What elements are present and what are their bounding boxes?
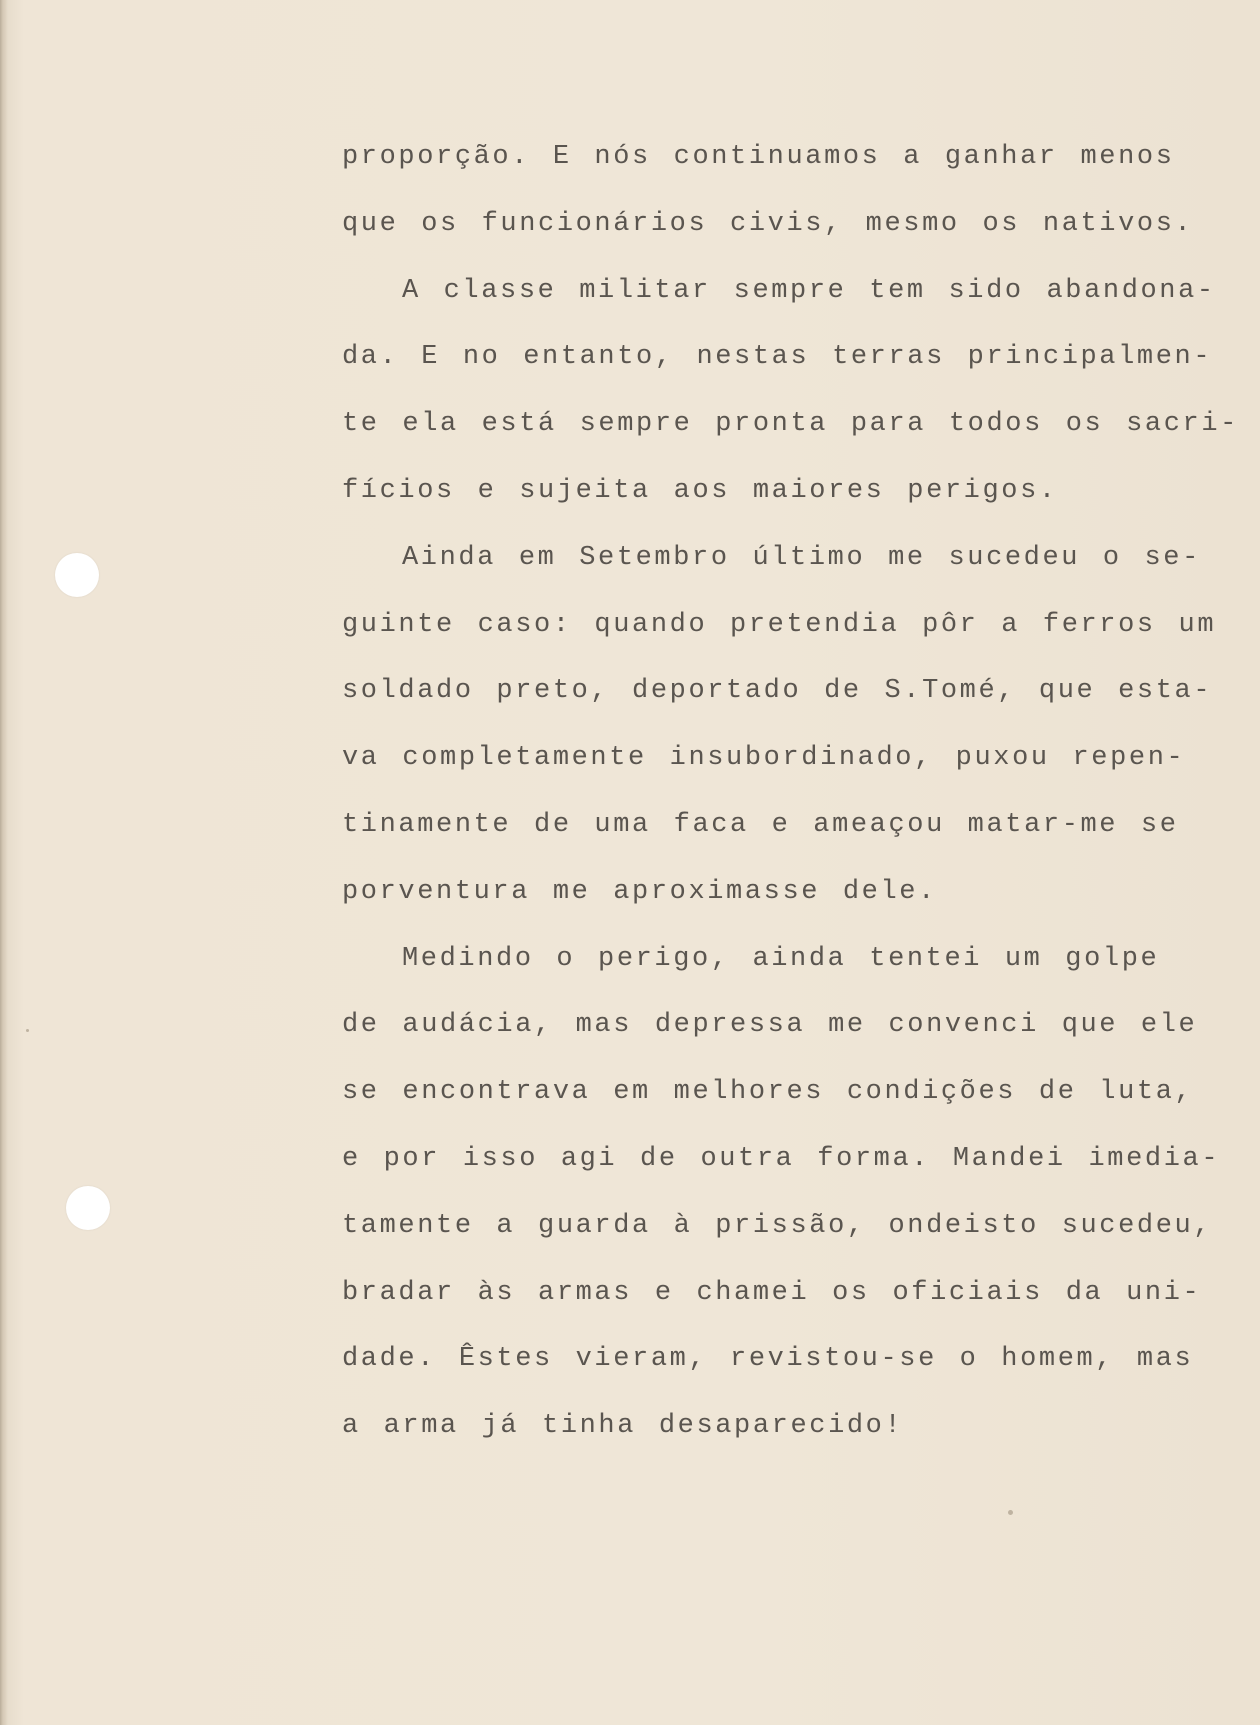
paragraph-first-line: Ainda em Setembro último me sucedeu o se- bbox=[402, 542, 1201, 573]
text-line: guinte caso: quando pretendia pôr a ferros um bbox=[342, 609, 1217, 640]
text-line: porventura me aproximasse dele. bbox=[342, 876, 937, 907]
text-line: proporção. E nós continuamos a ganhar menos bbox=[342, 142, 1175, 172]
text-line: a arma já tinha desaparecido! bbox=[342, 1411, 904, 1442]
text-line: bradar às armas e chamei os oficiais da uni- bbox=[342, 1277, 1202, 1308]
text-line: tinamente de uma faca e ameaçou matar-me se bbox=[342, 809, 1179, 840]
paper-speck bbox=[1008, 1510, 1013, 1515]
text-line: dade. Êstes vieram, revistou-se o homem, mas bbox=[342, 1344, 1194, 1375]
text-line: te ela está sempre pronta para todos os sacri- bbox=[342, 409, 1239, 440]
text-line: va completamente insubordinado, puxou repen- bbox=[342, 743, 1186, 774]
text-line: tamente a guarda à prissão, ondeisto sucedeu, bbox=[342, 1210, 1213, 1241]
text-line: e por isso agi de outra forma. Mandei imedia- bbox=[342, 1143, 1221, 1174]
punch-hole bbox=[66, 1186, 110, 1230]
paper-speck bbox=[26, 1029, 29, 1032]
text-line: fícios e sujeita aos maiores perigos. bbox=[342, 475, 1058, 506]
text-line: da. E no entanto, nestas terras principalmen- bbox=[342, 342, 1213, 373]
punch-hole bbox=[55, 553, 99, 597]
text-line: se encontrava em melhores condições de luta, bbox=[342, 1077, 1194, 1108]
text-line: de audácia, mas depressa me convenci que ele bbox=[342, 1010, 1198, 1041]
text-line: que os funcionários civis, mesmo os nativos. bbox=[342, 208, 1194, 239]
paragraph-first-line: Medindo o perigo, ainda tentei um golpe bbox=[402, 943, 1160, 974]
typescript-text bbox=[342, 124, 1242, 1460]
paragraph-first-line: A classe militar sempre tem sido abandona- bbox=[402, 275, 1216, 306]
text-line: soldado preto, deportado de S.Tomé, que esta- bbox=[342, 676, 1213, 707]
